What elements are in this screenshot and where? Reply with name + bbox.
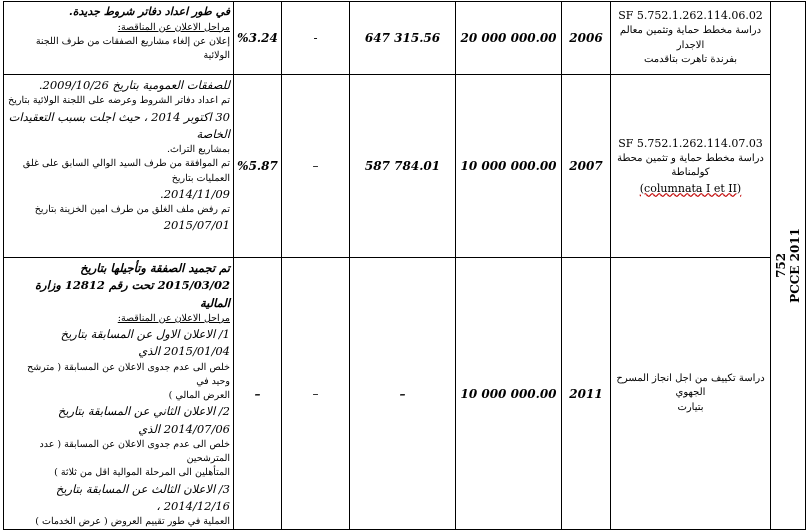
status-note: تم الموافقة من طرف السيد الوالي السابق على غلق العمليات بتاريخ xyxy=(22,158,230,184)
status-note: العملية في طور تقييم العروض ( عرض الخدمات ) xyxy=(35,516,230,527)
year-cell: 2011 xyxy=(562,258,611,530)
status-note: 1/ الاعلان الاول عن المسابقة بتاريخ 2015/01/04 الذي xyxy=(60,327,230,359)
rate-cell: %5.87 xyxy=(234,75,282,258)
status-note: بمشاريع التراث. xyxy=(166,144,230,155)
status-cell xyxy=(4,258,234,530)
objective-text-2: بتيارت xyxy=(677,401,704,413)
rate-cell: %3.24 xyxy=(234,2,282,75)
objective-text: دراسة مخطط حماية وتثمين معالم الاجدار xyxy=(619,25,762,51)
status-note: 2014/11/09. xyxy=(160,186,230,201)
status-note: إعلان عن إلغاء مشاريع الصفقات من طرف اللجنة الولائية xyxy=(35,35,230,61)
objective-text: دراسة مخطط حماية و تثمين محطة كولمناطة xyxy=(617,152,764,178)
status-lead: تم تجميد الصفقة وتأجيلها بتاريخ 2015/03/02 تحت رقم 12812 وزارة المالية xyxy=(35,261,230,310)
dash-cell: – xyxy=(282,75,350,258)
status-note: تم رفض ملف الغلق من طرف امين الخزينة بتاريخ xyxy=(34,204,230,215)
objective-text-2: بفرندة تاهرت بتاقدمت xyxy=(643,54,738,66)
operation-code: SF 5.752.1.262.114.06.02 xyxy=(618,9,763,23)
objective-text: دراسة تكييف من اجل انجاز المسرح الجهوي xyxy=(616,372,765,399)
objective-latin: (columnata I et II) xyxy=(639,181,742,195)
status-cell xyxy=(4,2,234,75)
amount-cell: 20 000 000.00 xyxy=(456,2,562,75)
status-note: 2015/07/01 xyxy=(163,218,230,233)
objective-cell xyxy=(611,75,771,258)
status-note: 30 اكتوبر 2014 ، حيث اجلت بسبب التعقيدات الخاصة xyxy=(8,109,230,141)
objective-cell xyxy=(611,2,771,75)
program-label: PCCE 2011 xyxy=(788,228,803,304)
program-cell xyxy=(771,2,806,530)
table-row xyxy=(4,75,806,258)
paid-cell: 587 784.01 xyxy=(350,75,456,258)
amount-cell: 10 000 000.00 xyxy=(456,75,562,258)
operation-code: SF 5.752.1.262.114.07.03 xyxy=(618,136,763,150)
status-note: خلص الى عدم جدوى الاعلان عن المسابقة ( عدد المترشحين xyxy=(39,438,230,464)
status-note: العرض المالي ) xyxy=(168,390,230,401)
dash-cell: - xyxy=(282,2,350,75)
status-note: خلص الى عدم جدوى الاعلان عن المسابقة ( مترشح وحيد في xyxy=(27,361,230,387)
table-row xyxy=(4,258,806,530)
table-row xyxy=(4,2,806,75)
status-note: 3/ الاعلان الثالث عن المسابقة بتاريخ 2014/12/16 ، xyxy=(55,481,230,513)
status-heading: مراحل الاعلان عن المناقصة: xyxy=(117,21,230,33)
year-cell: 2006 xyxy=(562,2,611,75)
program-number: 752 xyxy=(773,253,788,279)
rate-cell: – xyxy=(234,258,282,530)
objective-cell xyxy=(611,258,771,530)
status-note: تم اعداد دفاتر الشروط وعرضه على اللجنة الولائية بتاريخ xyxy=(8,95,230,107)
operations-table xyxy=(3,1,806,530)
paid-cell: – xyxy=(350,258,456,530)
status-cell xyxy=(4,75,234,258)
year-cell: 2007 xyxy=(562,75,611,258)
status-note: 2/ الاعلان الثاني عن المسابقة بتاريخ 2014/07/06 الذي xyxy=(57,404,230,436)
status-note: للصفقات العمومية بتاريخ 2009/10/26. xyxy=(38,78,230,92)
status-lead: في طور اعداد دفاتر شروط جديدة. xyxy=(68,5,230,18)
status-note: المتأهلين الى المرحلة الموالية اقل من ثلاثة ) xyxy=(54,467,230,479)
paid-cell: 647 315.56 xyxy=(350,2,456,75)
status-heading: مراحل الاعلان عن المناقصة: xyxy=(117,312,230,324)
amount-cell: 10 000 000.00 xyxy=(456,258,562,530)
dash-cell: – xyxy=(282,258,350,530)
